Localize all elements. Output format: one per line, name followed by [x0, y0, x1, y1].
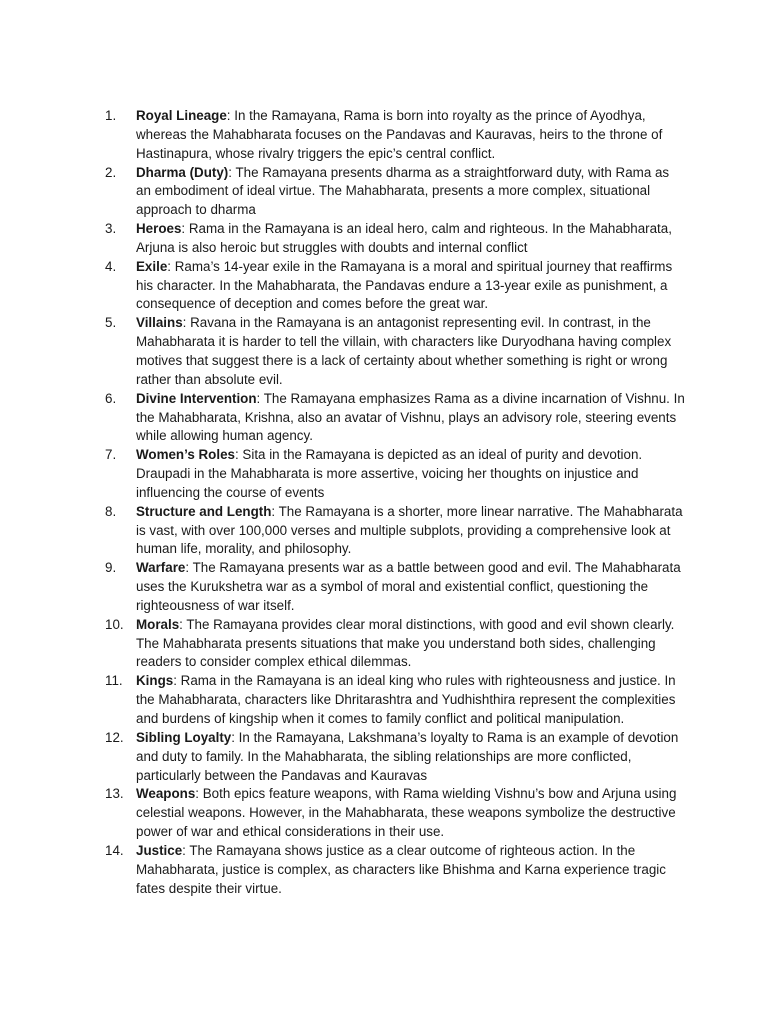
item-term: Warfare — [136, 560, 186, 576]
item-term: Weapons — [136, 786, 196, 802]
list-item — [105, 220, 685, 258]
list-item — [105, 503, 685, 560]
item-term: Women’s Roles — [136, 447, 235, 463]
item-term: Kings — [136, 673, 174, 689]
list-item — [105, 446, 685, 503]
list-number: 3. — [105, 221, 117, 237]
item-term: Dharma (Duty) — [136, 164, 229, 180]
item-term: Royal Lineage — [136, 108, 227, 123]
item-text: : The Ramayana provides clear moral distinctions, with good and evil shown clearly. The Mahabharata presents situations that make you understand both sides, challenging readers to consider complex ethical dilemmas. — [136, 616, 675, 670]
list-number: 6. — [105, 390, 117, 406]
list-item — [105, 785, 685, 842]
list-item — [105, 559, 685, 616]
item-text: : The Ramayana shows justice as a clear outcome of righteous action. In the Mahabharata, justice is complex, as characters like Bhishma and Karna experience tragic fates despite their virtue. — [136, 842, 666, 896]
list-number: 10. — [105, 616, 124, 632]
list-number: 5. — [105, 315, 117, 331]
item-text: : The Ramayana emphasizes Rama as a divine incarnation of Vishnu. In the Mahabharata, Krishna, also an avatar of Vishnu, plays an advisory role, steering events while allowing human agency. — [136, 390, 685, 444]
item-text: : The Ramayana presents dharma as a straightforward duty, with Rama as an embodiment of ideal virtue. The Mahabharata, presents a more complex, situational approach to dharma — [136, 164, 670, 218]
list-item — [105, 258, 685, 315]
list-item — [105, 164, 685, 221]
comparison-list — [105, 107, 685, 898]
item-term: Exile — [136, 258, 168, 274]
list-number: 11. — [105, 673, 123, 689]
list-number: 13. — [105, 786, 124, 802]
item-term: Morals — [136, 616, 180, 632]
list-number: 9. — [105, 560, 117, 576]
list-item — [105, 729, 685, 786]
list-number: 1. — [105, 108, 117, 123]
list-item — [105, 672, 685, 729]
item-term: Sibling Loyalty — [136, 729, 232, 745]
item-term: Justice — [136, 842, 183, 858]
item-text: : Sita in the Ramayana is depicted as an ideal of purity and devotion. Draupadi in the Mahabharata is more assertive, voicing her thoughts on injustice and influencing the course of events — [136, 447, 643, 500]
item-text: : The Ramayana presents war as a battle between good and evil. The Mahabharata uses the Kurukshetra war as a symbol of moral and existential conflict, questioning the righteousness of war itself. — [136, 560, 681, 613]
item-term: Structure and Length — [136, 503, 272, 519]
item-text: : Rama in the Ramayana is an ideal hero, calm and righteous. In the Mahabharata, Arjuna is also heroic but struggles with doubts and internal conflict — [136, 221, 672, 255]
item-text: : Ravana in the Ramayana is an antagonist representing evil. In contrast, in the Mahabharata it is harder to tell the villain, with characters like Duryodhana having complex motives that suggest there is a lack of certainty about whether something is right or wrong rather than absolute evil. — [136, 315, 672, 387]
list-item — [105, 107, 685, 164]
item-text: : In the Ramayana, Lakshmana’s loyalty to Rama is an example of devotion and duty to family. In the Mahabharata, the sibling relationships are more conflicted, particularly between the Pandavas and Kauravas — [136, 729, 679, 783]
item-text: : Rama in the Ramayana is an ideal king who rules with righteousness and justice. In the Mahabharata, characters like Dhritarashtra and Yudhishthira represent the complexities and burdens of kingship when it comes to family conflict and political manipulation. — [136, 673, 676, 726]
item-term: Villains — [136, 315, 183, 331]
list-item — [105, 616, 685, 673]
item-term: Heroes — [136, 221, 182, 237]
list-number: 2. — [105, 164, 117, 180]
list-number: 12. — [105, 729, 124, 745]
list-number: 4. — [105, 258, 117, 274]
list-item — [105, 390, 685, 447]
list-number: 7. — [105, 447, 117, 463]
item-text: : Rama’s 14-year exile in the Ramayana is a moral and spiritual journey that reaffirms his character. In the Mahabharata, the Pandavas endure a 13-year exile as punishment, a consequence of deception and comes before the great war. — [136, 258, 673, 312]
item-text: : In the Ramayana, Rama is born into royalty as the prince of Ayodhya, whereas the Mahabharata focuses on the Pandavas and Kauravas, heirs to the throne of Hastinapura, whose rivalry triggers the epic’s central conflict. — [136, 108, 663, 161]
list-item — [105, 314, 685, 389]
item-text: : Both epics feature weapons, with Rama wielding Vishnu’s bow and Arjuna using celestial weapons. However, in the Mahabharata, these weapons symbolize the destructive power of war and ethical considerations in their use. — [136, 786, 677, 840]
item-term: Divine Intervention — [136, 390, 257, 406]
list-item — [105, 842, 685, 899]
list-number: 14. — [105, 842, 124, 858]
list-number: 8. — [105, 503, 117, 519]
item-text: : The Ramayana is a shorter, more linear narrative. The Mahabharata is vast, with over 100,000 verses and multiple subplots, providing a comprehensive look at human life, morality, and philosophy. — [136, 503, 683, 557]
